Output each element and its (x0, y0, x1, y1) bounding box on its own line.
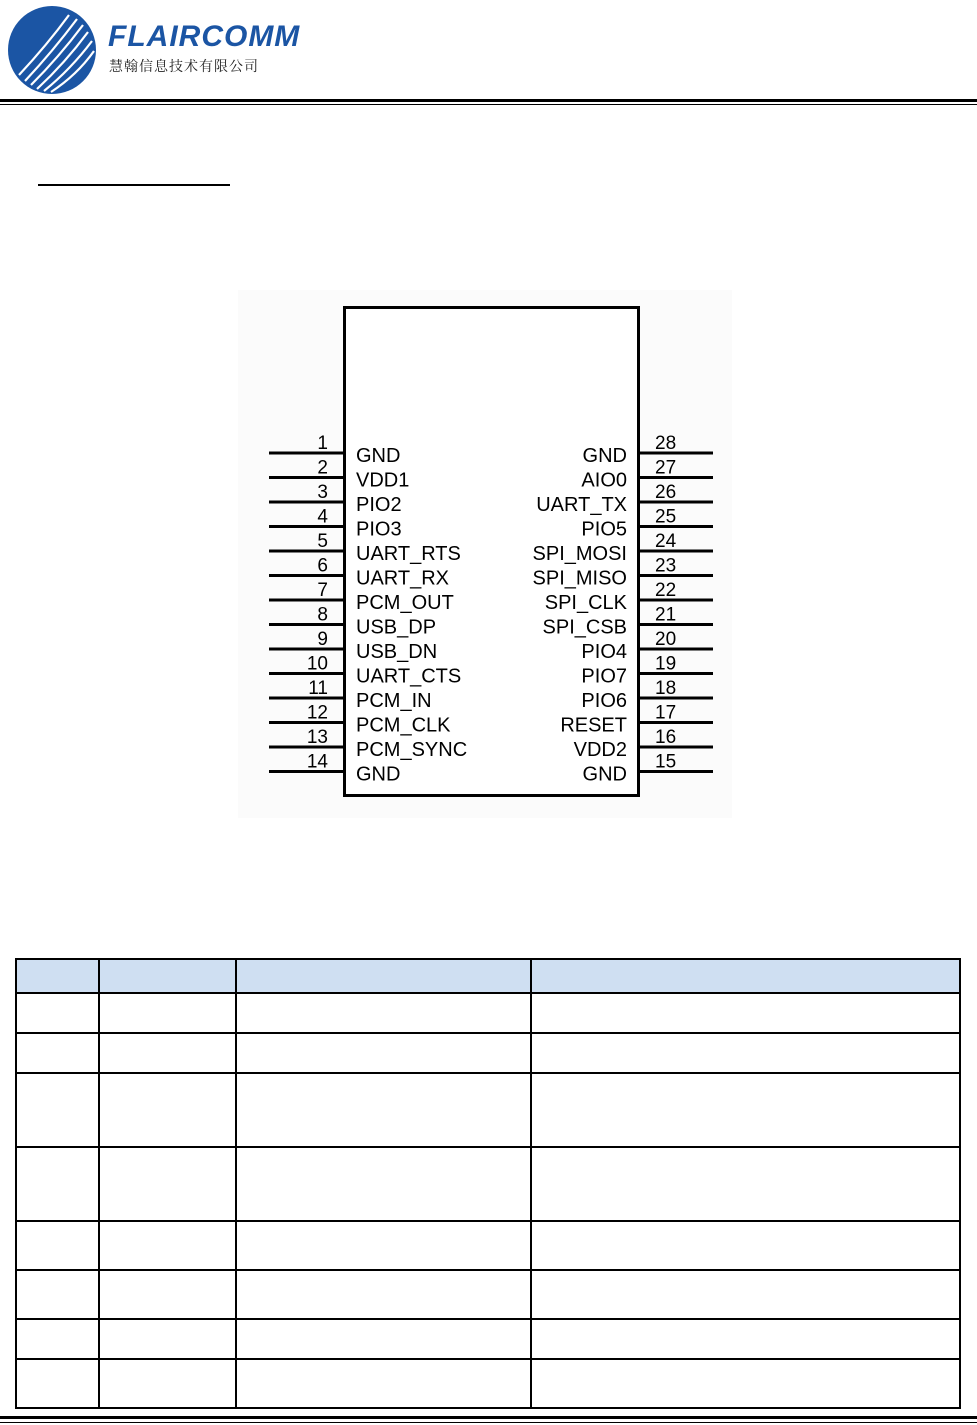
table-cell (99, 1359, 236, 1408)
pin-name-left: GND (356, 763, 401, 786)
pin-name-right: RESET (560, 714, 627, 737)
pin-name-right: SPI_CLK (544, 592, 627, 614)
table-cell (236, 1319, 531, 1359)
pin-name-left: UART_RTS (356, 543, 461, 565)
pin-number-left: 13 (306, 727, 328, 748)
pin-name-left: PCM_IN (356, 690, 432, 712)
pin-name-left: UART_CTS (356, 665, 462, 688)
table-header-cell (99, 959, 236, 993)
brand-name: FLAIRCOMM (108, 20, 301, 53)
pin-number-right: 15 (655, 751, 677, 773)
pin-number-left: 12 (306, 702, 328, 724)
pin-name-right: PIO4 (581, 641, 627, 663)
pin-name-left: PCM_SYNC (356, 739, 468, 761)
pin-name-right: GND (582, 445, 627, 467)
table-cell (99, 1147, 236, 1221)
table-cell (16, 1221, 99, 1270)
pin-number-left: 4 (317, 506, 328, 528)
table-header-cell (531, 959, 960, 993)
table-cell (99, 993, 236, 1033)
pin-number-left: 1 (317, 433, 328, 454)
pin-name-left: GND (356, 445, 401, 467)
brand-subtitle: 慧翰信息技术有限公司 (109, 59, 259, 75)
table-cell (236, 1073, 531, 1147)
pin-name-right: VDD2 (573, 739, 627, 761)
pin-name-left: PCM_OUT (356, 592, 454, 614)
table-cell (236, 1221, 531, 1270)
pin-name-left: UART_RX (356, 567, 449, 590)
table-cell (16, 1033, 99, 1073)
pin-number-right: 27 (655, 457, 677, 479)
table-cell (236, 1359, 531, 1408)
pin-name-right: SPI_MISO (532, 567, 627, 590)
pin-number-right: 24 (655, 531, 677, 552)
table-cell (99, 1073, 236, 1147)
table-row (16, 1033, 960, 1073)
table-cell (16, 1319, 99, 1359)
table-cell (16, 1147, 99, 1221)
table-cell (531, 1319, 960, 1359)
pin-number-right: 28 (655, 433, 677, 454)
table-row (16, 993, 960, 1033)
table-cell (236, 1147, 531, 1221)
table-cell (531, 1033, 960, 1073)
pin-name-left: PIO2 (356, 494, 402, 516)
table-header-cell (236, 959, 531, 993)
pin-name-left: USB_DP (356, 616, 437, 639)
pin-number-left: 8 (317, 604, 328, 626)
pin-number-left: 9 (317, 629, 328, 650)
pin-number-right: 21 (655, 604, 677, 626)
pin-name-right: PIO5 (581, 518, 627, 541)
table-header-row (16, 959, 960, 993)
table-cell (16, 1270, 99, 1319)
pin-description-table (15, 958, 961, 1409)
table-cell (99, 1221, 236, 1270)
pin-number-right: 26 (655, 482, 677, 503)
pin-name-right: PIO7 (581, 665, 627, 688)
pin-name-left: PCM_CLK (356, 714, 451, 737)
table-cell (531, 1147, 960, 1221)
pin-name-right: GND (582, 763, 627, 786)
table-cell (236, 1033, 531, 1073)
table-cell (99, 1033, 236, 1073)
pin-name-right: SPI_CSB (542, 616, 627, 639)
pin-number-right: 20 (655, 629, 677, 650)
table-row (16, 1270, 960, 1319)
pin-name-right: UART_TX (536, 494, 627, 516)
table-row (16, 1073, 960, 1147)
table-cell (531, 1359, 960, 1408)
pin-number-left: 2 (317, 457, 328, 479)
table-cell (531, 1270, 960, 1319)
table-row (16, 1221, 960, 1270)
table-cell (99, 1319, 236, 1359)
pin-number-left: 10 (306, 653, 328, 675)
table-row (16, 1319, 960, 1359)
pin-number-right: 23 (655, 555, 677, 577)
pin-number-left: 14 (306, 751, 328, 773)
table-cell (16, 1359, 99, 1408)
pin-number-right: 17 (655, 702, 677, 724)
footer-rule (0, 1416, 977, 1419)
pin-number-right: 18 (655, 678, 677, 699)
table-cell (16, 1073, 99, 1147)
pin-number-left: 6 (317, 555, 328, 577)
pin-name-left: PIO3 (356, 518, 402, 541)
table-cell (531, 1221, 960, 1270)
pin-number-left: 5 (317, 531, 328, 552)
table-header-cell (16, 959, 99, 993)
footer-rule-thin (0, 1422, 977, 1423)
pin-name-left: VDD1 (356, 469, 410, 492)
table-cell (531, 993, 960, 1033)
pin-name-left: USB_DN (356, 641, 438, 663)
pin-number-right: 22 (655, 580, 677, 601)
table-cell (236, 993, 531, 1033)
pin-number-right: 16 (655, 727, 677, 748)
table-row (16, 1147, 960, 1221)
table-cell (531, 1073, 960, 1147)
pin-number-left: 11 (308, 678, 328, 699)
pin-number-right: 25 (655, 506, 677, 528)
pin-name-right: AIO0 (581, 469, 627, 492)
pin-number-left: 3 (317, 482, 328, 503)
table-cell (16, 993, 99, 1033)
table-cell (99, 1270, 236, 1319)
pin-name-right: PIO6 (581, 690, 627, 712)
pin-number-right: 19 (655, 653, 677, 675)
pin-name-right: SPI_MOSI (532, 543, 627, 565)
table-row (16, 1359, 960, 1408)
table-cell (236, 1270, 531, 1319)
pin-number-left: 7 (317, 580, 328, 601)
